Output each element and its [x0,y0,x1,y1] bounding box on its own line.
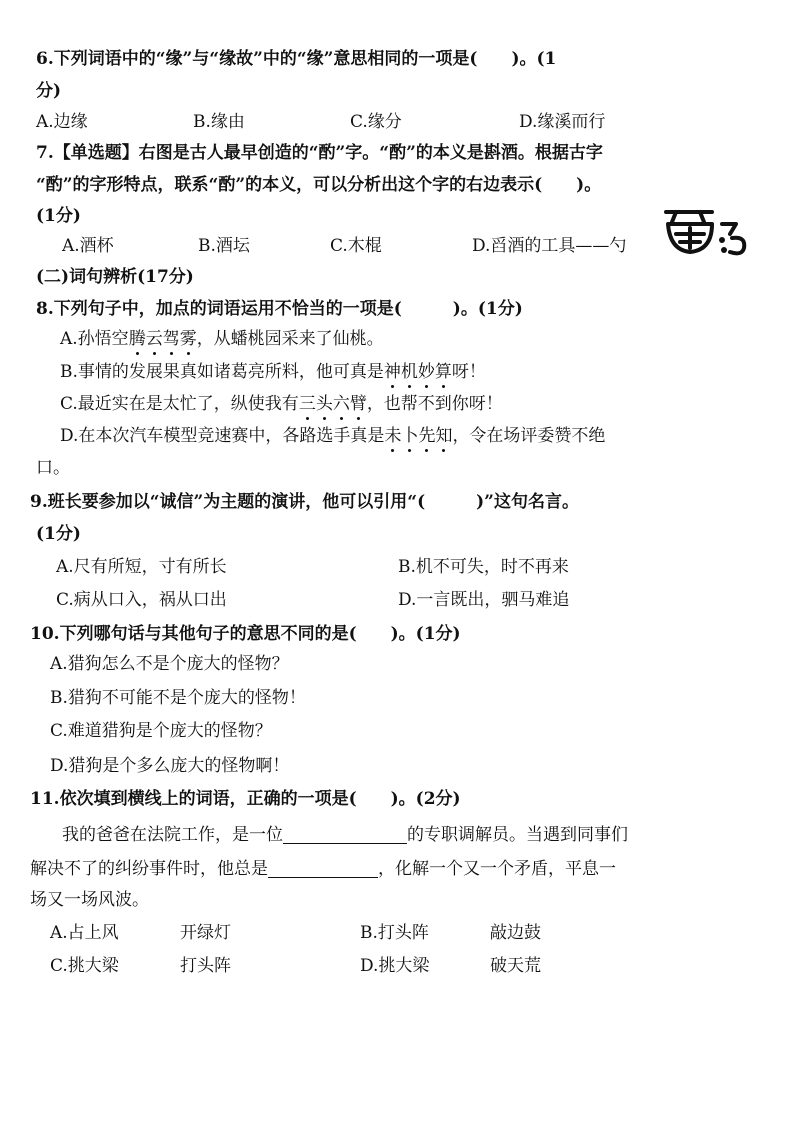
q8-d-post: ，令在场评委赞不绝 [452,426,606,446]
dotted-char: 知 [435,426,453,446]
q11-option-b-word2: 敲边鼓 [490,923,541,943]
q7-option-a: A.酒杯 [62,236,114,256]
q6-option-d: D.缘溪而行 [519,112,606,132]
q10-option-d: D.猎狗是个多么庞大的怪物啊！ [50,756,290,776]
q9-option-b: B.机不可失，时不再来 [398,557,569,577]
q11-option-a-word2: 开绿灯 [180,923,231,943]
dotted-char: 腾 [128,329,146,349]
dotted-char: 头 [315,394,333,414]
q8-option-d [60,428,605,445]
q11-para-line1 [62,826,628,844]
q7-option-d: D.舀酒的工具——勺 [472,236,627,256]
q8-c-post: ，也帮不到你呀！ [366,394,503,414]
q10-stem: 10.下列哪句话与其他句子的意思不同的是( )。(1分) [30,624,461,644]
q8-b-post: 呀！ [451,362,486,382]
dotted-char: 妙 [417,362,435,382]
q11-option-b: B.打头阵 [360,923,429,943]
q6-option-b: B.缘由 [193,112,245,132]
q9-stem-line1: 9.班长要参加以“诚信”为主题的演讲，他可以引用“( )”这句名言。 [30,492,579,512]
q6-option-c: C.缘分 [350,112,402,132]
q6-option-a: A.边缘 [36,112,88,132]
q10-option-a: A.猎狗怎么不是个庞大的怪物？ [50,654,289,674]
dotted-char: 雾 [179,329,197,349]
q8-c-pre: C.最近实在是太忙了，纵使我有 [60,394,299,414]
q8-option-a [60,331,384,348]
q11-para-text: ，化解一个又一个矛盾，平息一 [378,859,616,879]
q6-stem-line1: 6.下列词语中的“缘”与“缘故”中的“缘”意思相同的一项是( )。(1 [36,49,557,69]
q11-para-text: 解决不了的纠纷事件时，他总是 [30,859,268,879]
q7-option-b: B.酒坛 [198,236,250,256]
dotted-char: 六 [332,394,350,414]
q11-option-c-word2: 打头阵 [180,956,231,976]
q11-option-d-word2: 破天荒 [490,956,541,976]
q8-option-c [60,396,503,413]
q11-para-line3: 场又一场风波。 [30,890,149,910]
dotted-char: 云 [145,329,163,349]
dotted-char: 机 [400,362,418,382]
q10-option-c: C.难道猎狗是个庞大的怪物？ [50,721,272,741]
fill-blank-1[interactable] [283,826,407,844]
q7-stem-line3: (1分) [36,206,81,226]
q6-stem-line2: 分) [36,81,62,101]
q8-a-pre: A.孙悟空 [60,329,129,349]
q11-stem: 11.依次填到横线上的词语，正确的一项是( )。(2分) [30,789,461,809]
q9-option-d: D.一言既出，驷马难追 [398,590,570,610]
q8-option-b [60,364,486,381]
dotted-char: 未 [384,426,402,446]
q11-para-text: 的专职调解员。当遇到同事们 [407,825,628,845]
dotted-char: 卜 [401,426,419,446]
q7-stem-line1: 7.【单选题】右图是古人最早创造的“酌”字。“酌”的本义是斟酒。根据古字 [36,143,603,163]
q11-option-a: A.占上风 [50,923,119,943]
dotted-char: 先 [418,426,436,446]
q11-para-text: 我的爸爸在法院工作，是一位 [62,825,283,845]
q8-a-post: ，从蟠桃园采来了仙桃。 [196,329,384,349]
q8-b-pre: B.事情的发展果真如诸葛亮所料，他可真是 [60,362,384,382]
q11-option-c: C.挑大梁 [50,956,119,976]
fill-blank-2[interactable] [268,860,378,878]
dotted-char: 臂 [349,394,367,414]
q8-d-pre: D.在本次汽车模型竞速赛中，各路选手真是 [60,426,385,446]
ancient-zhuo-glyph-icon [660,204,760,260]
dotted-char: 三 [298,394,316,414]
q9-stem-line2: (1分) [36,524,81,544]
q11-para-line2 [30,860,616,878]
q9-option-c: C.病从口入，祸从口出 [56,590,227,610]
section-title: (二)词句辨析(17分) [36,267,194,287]
q10-option-b: B.猎狗不可能不是个庞大的怪物！ [50,688,306,708]
q8-option-d-line2: 口。 [36,458,70,478]
q8-stem: 8.下列句子中，加点的词语运用不恰当的一项是( )。(1分) [36,299,523,319]
q11-option-d: D.挑大梁 [360,956,430,976]
dotted-char: 算 [434,362,452,382]
dotted-char: 神 [383,362,401,382]
dotted-char: 驾 [162,329,180,349]
q9-option-a: A.尺有所短，寸有所长 [56,557,227,577]
q7-option-c: C.木棍 [330,236,382,256]
q7-stem-line2: “酌”的字形特点，联系“酌”的本义，可以分析出这个字的右边表示( )。 [36,175,602,195]
